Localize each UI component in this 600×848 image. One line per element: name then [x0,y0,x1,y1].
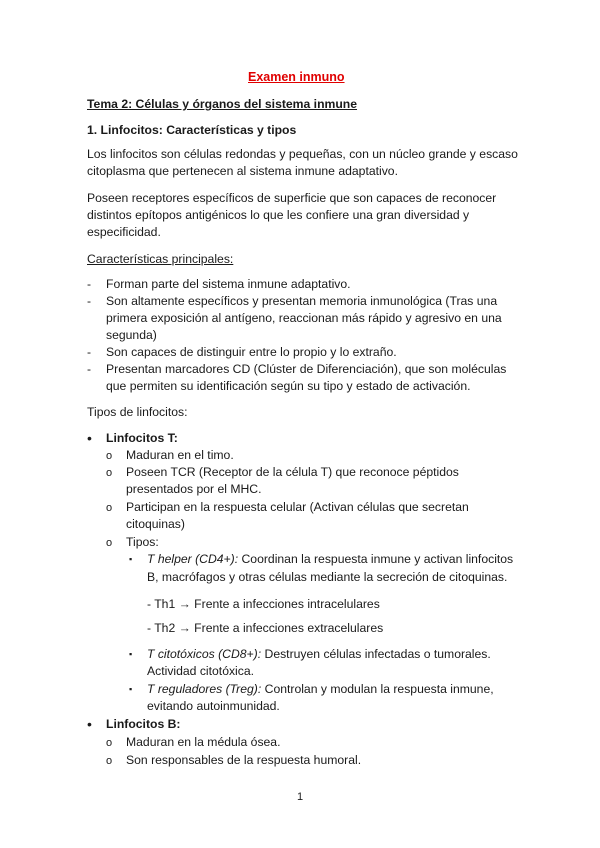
paragraph-2-line-3: especificidad. [87,225,161,239]
t-reguladores-line-1 [147,681,494,698]
t-citotoxicos-name: T citotóxicos (CD8+): [147,647,262,661]
t-citotoxicos-line-1 [147,646,491,663]
linfocitos-b-label: Linfocitos B: [106,717,181,731]
t-helper-name: T helper (CD4+): [147,552,239,566]
circle-bullet-icon: o [106,737,113,749]
linfocitos-t-label: Linfocitos T: [106,431,178,445]
dash-bullet: - [87,294,92,308]
page-number: 1 [297,791,304,803]
dash-bullet: - [87,277,92,291]
dash-bullet: - [87,345,92,359]
circle-bullet-icon: o [106,755,113,767]
paragraph-2-line-2: distintos epítopos antigénicos lo que les confiere una gran diversidad y [87,208,470,222]
circle-bullet-icon: o [106,450,113,462]
tema-heading: Tema 2: Células y órganos del sistema inmune [87,97,358,111]
caract-item-1-line-1: Forman parte del sistema inmune adaptativo. [106,277,351,291]
linf-b-item-1: Maduran en la médula ósea. [126,735,281,749]
paragraph-1-line-1: Los linfocitos son células redondas y pequeñas, con un núcleo grande y escaso [87,147,518,161]
caract-item-2-line-3: segunda) [106,328,157,342]
linf-t-item-3-line-2: citoquinas) [126,517,185,531]
t-reguladores-desc-1: Controlan y modulan la respuesta inmune, [261,682,494,696]
circle-bullet-icon: o [106,537,113,549]
circle-bullet-icon: o [106,502,113,514]
th1-line: - Th1 → Frente a infecciones intracelulares [147,597,380,611]
t-citotoxicos-desc-1: Destruyen células infectadas o tumorales. [261,647,491,661]
linf-t-item-1: Maduran en el timo. [126,448,234,462]
document-title: Examen inmuno [248,70,345,84]
dash-bullet: - [87,362,92,376]
caract-item-3-line-1: Son capaces de distinguir entre lo propio y lo extraño. [106,345,397,359]
caract-item-2-line-2: primera exposición al antígeno, reaccionan más rápido y agresivo en una [106,311,502,325]
t-helper-desc-1: Coordinan la respuesta inmune y activan linfocitos [238,552,514,566]
circle-bullet-icon: o [106,467,113,479]
t-citotoxicos-desc-2: Actividad citotóxica. [147,664,255,678]
t-reguladores-desc-2: evitando autoinmunidad. [147,699,280,713]
square-bullet-icon: ▪ [129,554,133,564]
tipos-heading: Tipos de linfocitos: [87,405,188,419]
th2-line: - Th2 → Frente a infecciones extracelulares [147,621,384,635]
linf-t-item-2-line-1: Poseen TCR (Receptor de la célula T) que reconoce péptidos [126,465,459,479]
t-helper-desc-2: B, macrófagos y otras células mediante la secreción de citoquinas. [147,570,508,584]
bullet-icon: • [87,716,92,732]
section-heading-linfocitos: 1. Linfocitos: Características y tipos [87,123,297,137]
paragraph-2-line-1: Poseen receptores específicos de superficie que son capaces de reconocer [87,191,497,205]
linf-t-item-3-line-1: Participan en la respuesta celular (Activan células que secretan [126,500,469,514]
linf-b-item-2: Son responsables de la respuesta humoral. [126,753,362,767]
caract-item-4-line-1: Presentan marcadores CD (Clúster de Diferenciación), que son moléculas [106,362,507,376]
caracteristicas-heading: Características principales: [87,252,234,266]
square-bullet-icon: ▪ [129,649,133,659]
linf-t-item-2-line-2: presentados por el MHC. [126,482,262,496]
caract-item-2-line-1: Son altamente específicos y presentan memoria inmunológica (Tras una [106,294,498,308]
t-reguladores-name: T reguladores (Treg): [147,682,262,696]
square-bullet-icon: ▪ [129,684,133,694]
paragraph-1-line-2: citoplasma que pertenecen al sistema inmune adaptativo. [87,164,398,178]
tipos-label: Tipos: [126,535,159,549]
caract-item-4-line-2: que permiten su identificación según su tipo y estado de activación. [106,379,471,393]
t-helper-line-1 [147,551,513,568]
bullet-icon: • [87,430,92,446]
